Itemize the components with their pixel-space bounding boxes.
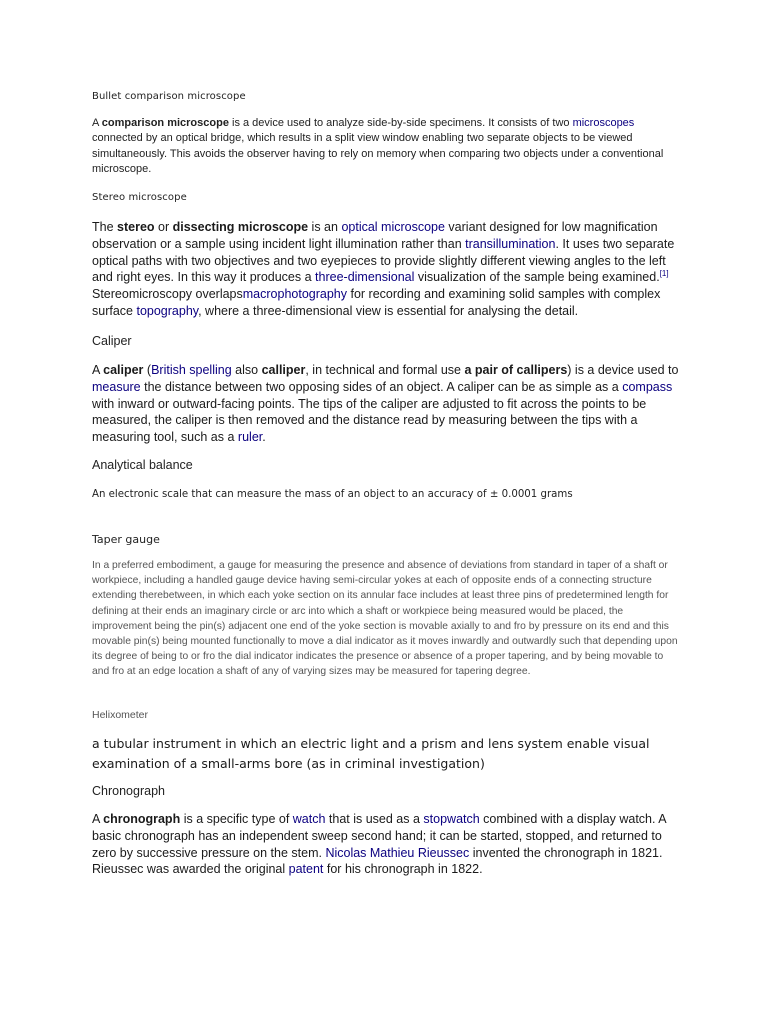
term-pair-of-callipers: a pair of callipers <box>464 363 568 377</box>
heading-taper-gauge: Taper gauge <box>92 533 160 546</box>
link-british-spelling[interactable]: British spelling <box>151 363 232 377</box>
term-caliper: caliper <box>103 363 144 377</box>
link-patent[interactable]: patent <box>288 862 324 877</box>
link-compass[interactable]: compass <box>622 379 673 394</box>
link-ruler[interactable]: ruler <box>237 430 263 445</box>
heading-helixometer: Helixometer <box>92 709 149 721</box>
link-three-dimensional[interactable]: three-dimensional <box>315 270 415 285</box>
heading-stereo-microscope: Stereo microscope <box>92 192 187 203</box>
paragraph-comparison-microscope: A comparison microscope is a device used to analyze side-by-side specimens. It consists of two microscopes connected by an optical bridge, which results in a split view window enabling two separate objects to be viewed simultaneously. This avoids the observer having to rely on memory when comparing two objects under a conventional microscope. <box>92 117 664 175</box>
paragraph-taper-gauge: In a preferred embodiment, a gauge for measuring the presence and absence of deviations from standard in taper of a shaft or workpiece, including a handled gauge device having semi-circular yokes at each of opposite ends of a connecting structure extending therebetween, in which each yoke section on its annular face includes at least three pins of predetermined length for defining at their ends an imaginary circle or arc into which a shaft or workpiece being measured would be placed, the improvement being the pin(s) adjacent one end of the yoke section is movable axially to and fro by pressure on its end and this movable pin(s) being mounted functionally to move a dial indicator as it moves inwardly and outwardly such that depending upon its degree of being to or fro the dial indicator indicates the presence or absence of a proper tapering, and by being movable to and fro at an edge location a shaft of any of varying sizes may be measured for tapering degree. <box>92 560 678 678</box>
link-watch[interactable]: watch <box>292 812 326 826</box>
term-dissecting-microscope: dissecting microscope <box>172 220 309 234</box>
heading-bullet-comparison-microscope: Bullet comparison microscope <box>92 91 246 102</box>
paragraph-caliper: A caliper (British spelling also calliper, in technical and formal use a pair of callipers) is a device used to measure the distance between two opposing sides of an object. A caliper can be as simple as a compass with inward or outward-facing points. The tips of the caliper are adjusted to fit across the points to be measured, the caliper is then removed and the distance read by measuring between the tips with a measuring tool, such as a ruler. <box>92 363 679 445</box>
paragraph-helixometer: a tubular instrument in which an electric light and a prism and lens system enable visual examination of a small-arms bore (as in criminal investigation) <box>92 736 650 771</box>
link-topography[interactable]: topography <box>136 303 199 318</box>
paragraph-stereo-microscope: The stereo or dissecting microscope is an optical microscope variant designed for low magnification observation or a sample using incident light illumination rather than transillumination. It uses two separate optical paths with two objectives and two eyepieces to provide slightly different viewing angles to the left and right eyes. In this way it produces a three-dimensional visualization of the sample being examined.[1] Stereomicroscopy overlapsmacrophotography for recording and examining solid samples with complex surface topography, where a three-dimensional view is essential for analysing the detail. <box>92 220 675 318</box>
term-comparison-microscope: comparison microscope <box>101 117 229 129</box>
link-nicolas-mathieu-rieussec[interactable]: Nicolas Mathieu Rieussec <box>325 845 470 860</box>
link-measure[interactable]: measure <box>92 379 141 394</box>
link-macrophotography[interactable]: macrophotography <box>242 287 347 302</box>
heading-caliper: Caliper <box>92 334 132 348</box>
citation-1[interactable]: [1] <box>659 269 669 279</box>
heading-chronograph: Chronograph <box>92 784 165 798</box>
link-stopwatch[interactable]: stopwatch <box>423 812 480 826</box>
term-chronograph: chronograph <box>103 812 181 826</box>
term-stereo: stereo <box>117 220 155 234</box>
link-transillumination[interactable]: transillumination <box>465 236 556 251</box>
heading-analytical-balance: Analytical balance <box>92 458 193 472</box>
link-optical-microscope[interactable]: optical microscope <box>341 220 445 234</box>
paragraph-analytical-balance: An electronic scale that can measure the mass of an object to an accuracy of ± 0.0001 grams <box>92 489 573 500</box>
term-calliper: calliper <box>261 363 306 377</box>
paragraph-chronograph: A chronograph is a specific type of watch that is used as a stopwatch combined with a display watch. A basic chronograph has an independent sweep second hand; it can be started, stopped, and returned to zero by successive pressure on the stem. Nicolas Mathieu Rieussec invented the chronograph in 1821. Rieussec was awarded the original patent for his chronograph in 1822. <box>92 812 666 877</box>
link-microscopes[interactable]: microscopes <box>572 117 635 129</box>
